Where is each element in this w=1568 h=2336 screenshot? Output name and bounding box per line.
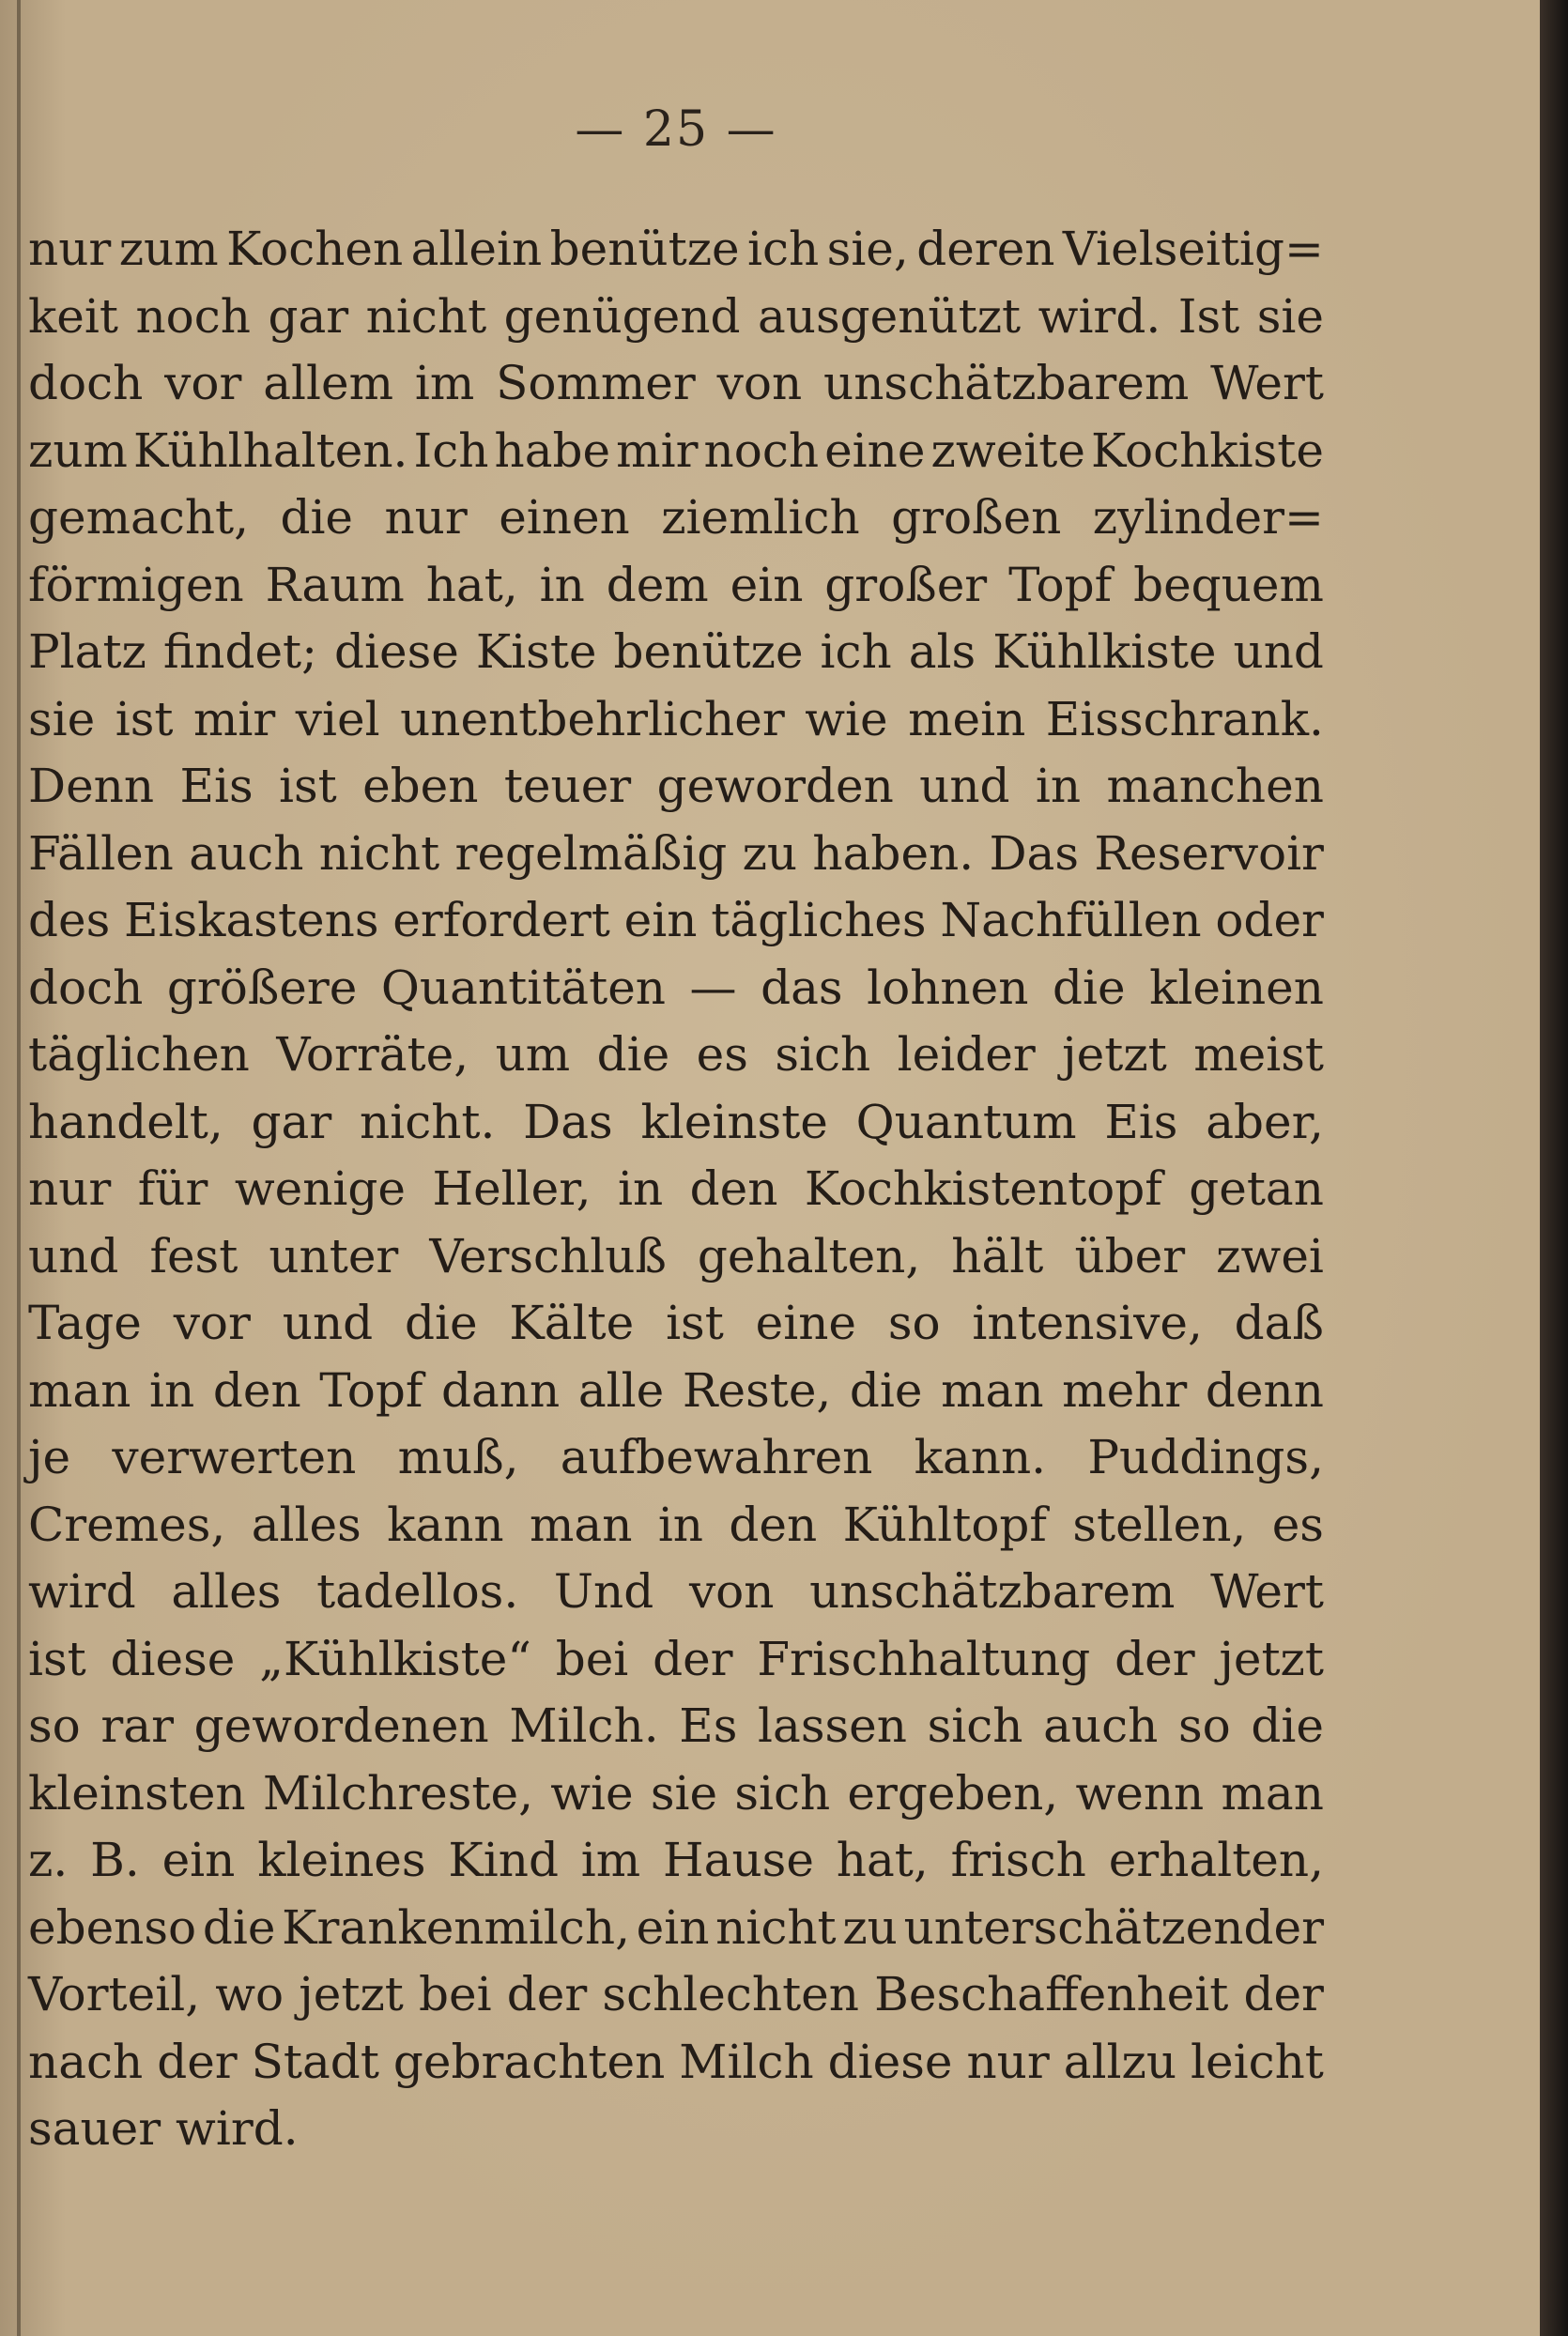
word: zum: [118, 222, 219, 276]
word: zu: [842, 1899, 898, 1955]
word: den: [689, 1161, 778, 1216]
word: kann.: [914, 1430, 1047, 1484]
word: mir: [192, 691, 276, 746]
word: leider: [897, 1027, 1036, 1082]
word: größere: [166, 960, 358, 1015]
word: geworden: [656, 759, 894, 813]
word: getan: [1189, 1161, 1324, 1216]
word: mehr: [1062, 1362, 1188, 1418]
word: in: [657, 1497, 704, 1552]
word: Eis: [1104, 1094, 1178, 1149]
word: kleines: [257, 1833, 426, 1887]
word: sie: [650, 1765, 718, 1821]
text-line: [28, 289, 1324, 357]
word: aufbewahren: [560, 1430, 873, 1484]
body-text: [28, 222, 1324, 2169]
word: die: [1251, 1698, 1324, 1753]
word: hat,: [836, 1833, 929, 1887]
word: Und: [553, 1564, 654, 1619]
word: der: [1115, 1631, 1195, 1686]
word: hält: [951, 1228, 1044, 1283]
word: unter: [269, 1228, 399, 1283]
word: nicht.: [360, 1094, 496, 1149]
word: erhalten,: [1108, 1833, 1324, 1887]
word: nur: [384, 490, 468, 545]
word: Sommer: [496, 356, 696, 410]
text-line: [28, 1229, 1324, 1297]
word: hat,: [425, 557, 518, 612]
text-line: [28, 1900, 1324, 1968]
word: doch: [28, 960, 144, 1015]
word: ein: [636, 1899, 710, 1955]
text-line: [28, 1498, 1324, 1565]
word: ziemlich: [661, 490, 860, 545]
word: Vorteil,: [28, 1967, 201, 2021]
word: sich: [734, 1765, 831, 1821]
word: sie: [1256, 288, 1324, 344]
word: gar: [268, 288, 349, 344]
word: keit: [28, 288, 118, 344]
word: meist: [1193, 1027, 1324, 1082]
word: sich: [927, 1698, 1023, 1753]
word: eine: [755, 1296, 856, 1350]
word: Milchreste,: [262, 1765, 533, 1821]
word: deren: [916, 222, 1055, 276]
word: ist: [278, 759, 337, 813]
word: wo: [215, 1967, 284, 2021]
word: vor: [164, 356, 242, 410]
word: in: [149, 1362, 195, 1418]
word: der: [653, 1631, 733, 1686]
word: Quantitäten: [380, 960, 666, 1015]
word: gehalten,: [697, 1228, 921, 1283]
word: kann: [387, 1497, 504, 1552]
word: kleinen: [1149, 960, 1324, 1015]
word: stellen,: [1072, 1497, 1247, 1552]
word: man: [1221, 1765, 1324, 1821]
word: Reservoir: [1094, 825, 1324, 881]
word: Raum: [265, 557, 405, 612]
word: Beschaffenheit: [874, 1967, 1229, 2021]
word: Wert: [1210, 356, 1324, 410]
word: leicht: [1191, 2034, 1324, 2089]
word: die: [280, 490, 354, 545]
word: Das: [523, 1094, 613, 1149]
word: die: [596, 1027, 670, 1082]
word: auch: [1043, 1698, 1159, 1753]
word: Hause: [663, 1833, 814, 1887]
word: Krankenmilch,: [282, 1899, 630, 1955]
word: Es: [679, 1698, 738, 1753]
word: förmigen: [28, 557, 244, 612]
word: Kochen: [226, 222, 404, 276]
word: sich: [775, 1027, 871, 1082]
text-line: [28, 1363, 1324, 1431]
word: sie,: [826, 222, 909, 276]
word: so: [1177, 1698, 1231, 1753]
word: einen: [499, 490, 630, 545]
word: alles: [171, 1564, 282, 1619]
text-line: [28, 961, 1324, 1028]
word: allein: [410, 222, 543, 276]
word: diese: [827, 2034, 953, 2089]
word: Puddings,: [1087, 1430, 1324, 1484]
word: erfordert: [392, 893, 610, 947]
word: mir: [616, 423, 699, 478]
word: teuer: [503, 759, 632, 813]
word: gebrachten: [392, 2034, 666, 2089]
word: z.: [28, 1833, 69, 1887]
word: frisch: [950, 1833, 1086, 1887]
word: täglichen: [28, 1027, 250, 1082]
word: daß: [1234, 1296, 1324, 1350]
word: handelt,: [28, 1094, 223, 1149]
binding-edge: [17, 0, 21, 2336]
word: kleinsten: [28, 1765, 246, 1821]
word: oder: [1215, 893, 1324, 947]
word: rar: [100, 1698, 175, 1753]
word: wie: [805, 691, 888, 746]
word: bequem: [1133, 557, 1324, 612]
word: und: [1233, 624, 1324, 679]
word: der: [506, 1967, 588, 2021]
word: Kind: [448, 1833, 559, 1887]
word: in: [539, 557, 585, 612]
word: fest: [149, 1228, 238, 1283]
word: in: [618, 1161, 664, 1216]
word: wird: [28, 1564, 136, 1619]
word: es: [696, 1027, 748, 1082]
word: je: [28, 1430, 71, 1484]
word: bei: [555, 1631, 629, 1686]
word: —: [689, 960, 737, 1015]
word: noch: [703, 423, 820, 478]
word: die: [1052, 960, 1126, 1015]
word: jetzt: [299, 1967, 404, 2021]
word: haben.: [812, 825, 975, 881]
word: für: [137, 1161, 208, 1216]
word: Vorräte,: [276, 1027, 469, 1082]
word: alle: [577, 1362, 665, 1418]
word: über: [1074, 1228, 1186, 1283]
text-line: [28, 893, 1324, 961]
text-line: [28, 1564, 1324, 1632]
word: eine: [824, 423, 926, 478]
word: auch: [189, 825, 304, 881]
word: Nachfüllen: [940, 893, 1202, 947]
word: Wert: [1210, 1564, 1324, 1619]
word: ein: [730, 557, 804, 612]
text-line: [28, 222, 1324, 289]
word: Kühlkiste: [992, 624, 1217, 679]
word: ebenso: [28, 1899, 197, 1955]
text-line: [28, 356, 1324, 423]
word: jetzt: [1219, 1631, 1324, 1686]
word: Kühltopf: [842, 1497, 1047, 1552]
word: großer: [824, 557, 988, 612]
word: ich: [820, 624, 892, 679]
word: nicht: [365, 288, 487, 344]
word: zu: [742, 825, 798, 881]
word: dann: [440, 1362, 561, 1418]
word: als: [908, 624, 976, 679]
word: und: [28, 1228, 119, 1283]
word: Eiskastens: [124, 893, 379, 947]
text-line: [28, 1698, 1324, 1766]
word: allem: [263, 356, 394, 410]
word: ein: [623, 893, 698, 947]
word: alles: [251, 1497, 361, 1552]
text-line: [28, 826, 1324, 894]
word: nicht: [715, 1899, 837, 1955]
word: Tage: [28, 1296, 142, 1350]
word: diese: [110, 1631, 236, 1686]
word: Stadt: [251, 2034, 379, 2089]
word: Ist: [1177, 288, 1240, 344]
word: so: [887, 1296, 941, 1350]
word: nur: [966, 2034, 1050, 2089]
word: diese: [333, 624, 459, 679]
word: nur: [28, 1161, 112, 1216]
word: jetzt: [1062, 1027, 1167, 1082]
text-line: [28, 1161, 1324, 1229]
word: Frischhaltung: [757, 1631, 1091, 1686]
word: dem: [606, 557, 709, 612]
word: Fällen: [28, 825, 174, 881]
word: tadellos.: [316, 1564, 519, 1619]
word: von: [688, 1564, 775, 1619]
word: findet;: [162, 624, 317, 679]
text-line: [28, 1027, 1324, 1095]
text-line: [28, 624, 1324, 692]
word: gewordenen: [193, 1698, 489, 1753]
page-number: — 25 —: [575, 101, 777, 158]
word: nur: [28, 222, 112, 276]
text-line: [28, 1430, 1324, 1498]
word: im: [580, 1833, 641, 1887]
text-line: [28, 1632, 1324, 1699]
word: Kochkiste: [1090, 423, 1324, 478]
text-line: [28, 759, 1324, 826]
word: Topf: [319, 1362, 423, 1418]
word: schlechten: [602, 1967, 859, 2021]
word: die: [405, 1296, 478, 1350]
word: ausgenützt: [757, 288, 1022, 344]
word: benütze: [613, 624, 804, 679]
word: Verschluß: [429, 1228, 667, 1283]
word: so: [28, 1698, 81, 1753]
word: es: [1271, 1497, 1324, 1552]
word: eben: [362, 759, 479, 813]
word: Reste,: [682, 1362, 832, 1418]
word: wird.: [1038, 288, 1161, 344]
word: unterschätzender: [903, 1899, 1324, 1955]
word: im: [414, 356, 475, 410]
word: noch: [135, 288, 251, 344]
word: genügend: [503, 288, 741, 344]
word: Eisschrank.: [1045, 691, 1324, 746]
word: Platz: [28, 624, 146, 679]
word: lassen: [758, 1698, 907, 1753]
word: Kälte: [509, 1296, 635, 1350]
word: unentbehrlicher: [400, 691, 785, 746]
word: der: [157, 2034, 238, 2089]
word: allzu: [1063, 2034, 1177, 2089]
word: Ich: [413, 423, 489, 478]
word: Kiste: [475, 624, 597, 679]
word: Milch: [679, 2034, 814, 2089]
word: Cremes,: [28, 1497, 226, 1552]
word: denn: [1205, 1362, 1324, 1418]
word: zylinder=: [1092, 490, 1324, 545]
text-line: [28, 1766, 1324, 1834]
word: und: [919, 759, 1010, 813]
word: lohnen: [867, 960, 1029, 1015]
text-line: [28, 1095, 1324, 1162]
word: vor: [173, 1296, 251, 1350]
text-line: [28, 2035, 1324, 2102]
word: bei: [419, 1967, 492, 2021]
word: wenn: [1075, 1765, 1205, 1821]
word: ein: [161, 1833, 236, 1887]
word: der: [1243, 1967, 1324, 2021]
word: großen: [891, 490, 1062, 545]
word: habe: [494, 423, 611, 478]
text-line: [28, 490, 1324, 558]
text-line: [28, 423, 1324, 491]
word: des: [28, 893, 111, 947]
word: sie: [28, 691, 96, 746]
word: manchen: [1106, 759, 1324, 813]
text-line: [28, 1833, 1324, 1900]
word: und: [282, 1296, 374, 1350]
word: zum: [28, 423, 128, 478]
word: doch: [28, 356, 144, 410]
word: zwei: [1216, 1228, 1324, 1283]
word: viel: [295, 691, 380, 746]
word: den: [729, 1497, 818, 1552]
word: ergeben,: [847, 1765, 1059, 1821]
page-edge-shadow: [1540, 0, 1568, 2336]
word: „Kühlkiste“: [259, 1631, 531, 1686]
word: Milch.: [509, 1698, 659, 1753]
word: den: [212, 1362, 301, 1418]
text-line: [28, 1967, 1324, 2035]
word: gemacht,: [28, 490, 250, 545]
word: aber,: [1206, 1094, 1324, 1149]
word: kleinste: [640, 1094, 828, 1149]
word: zweite: [930, 423, 1085, 478]
word: in: [1035, 759, 1082, 813]
word: man: [530, 1497, 633, 1552]
word: Das: [989, 825, 1080, 881]
word: ich: [747, 222, 820, 276]
word: benütze: [549, 222, 740, 276]
word: nicht: [318, 825, 440, 881]
word: Quantum: [855, 1094, 1077, 1149]
word: mein: [908, 691, 1026, 746]
word: nach: [28, 2034, 144, 2089]
word: um: [495, 1027, 571, 1082]
word: man: [941, 1362, 1044, 1418]
word: intensive,: [972, 1296, 1203, 1350]
word: regelmäßig: [454, 825, 728, 881]
text-line: sauer wird.: [28, 2101, 299, 2156]
word: Vielseitig=: [1062, 222, 1324, 276]
word: Kochkistentopf: [804, 1161, 1162, 1216]
word: die: [849, 1362, 923, 1418]
word: ist: [115, 691, 174, 746]
word: das: [761, 960, 843, 1015]
word: tägliches: [711, 893, 927, 947]
word: Topf: [1008, 557, 1113, 612]
word: Heller,: [432, 1161, 592, 1216]
word: wie: [550, 1765, 634, 1821]
word: gar: [251, 1094, 332, 1149]
word: unschätzbarem: [809, 1564, 1176, 1619]
word: unschätzbarem: [823, 356, 1190, 410]
word: B.: [90, 1833, 140, 1887]
word: man: [28, 1362, 131, 1418]
word: Kühlhalten.: [133, 423, 408, 478]
text-line: [28, 692, 1324, 760]
text-line: [28, 558, 1324, 625]
word: ist: [28, 1631, 86, 1686]
word: verwerten: [112, 1430, 357, 1484]
word: Eis: [179, 759, 254, 813]
word: von: [716, 356, 803, 410]
word: die: [202, 1899, 276, 1955]
word: ist: [666, 1296, 724, 1350]
word: muß,: [397, 1430, 519, 1484]
word: Denn: [28, 759, 155, 813]
text-line: [28, 1296, 1324, 1363]
word: wenige: [234, 1161, 407, 1216]
